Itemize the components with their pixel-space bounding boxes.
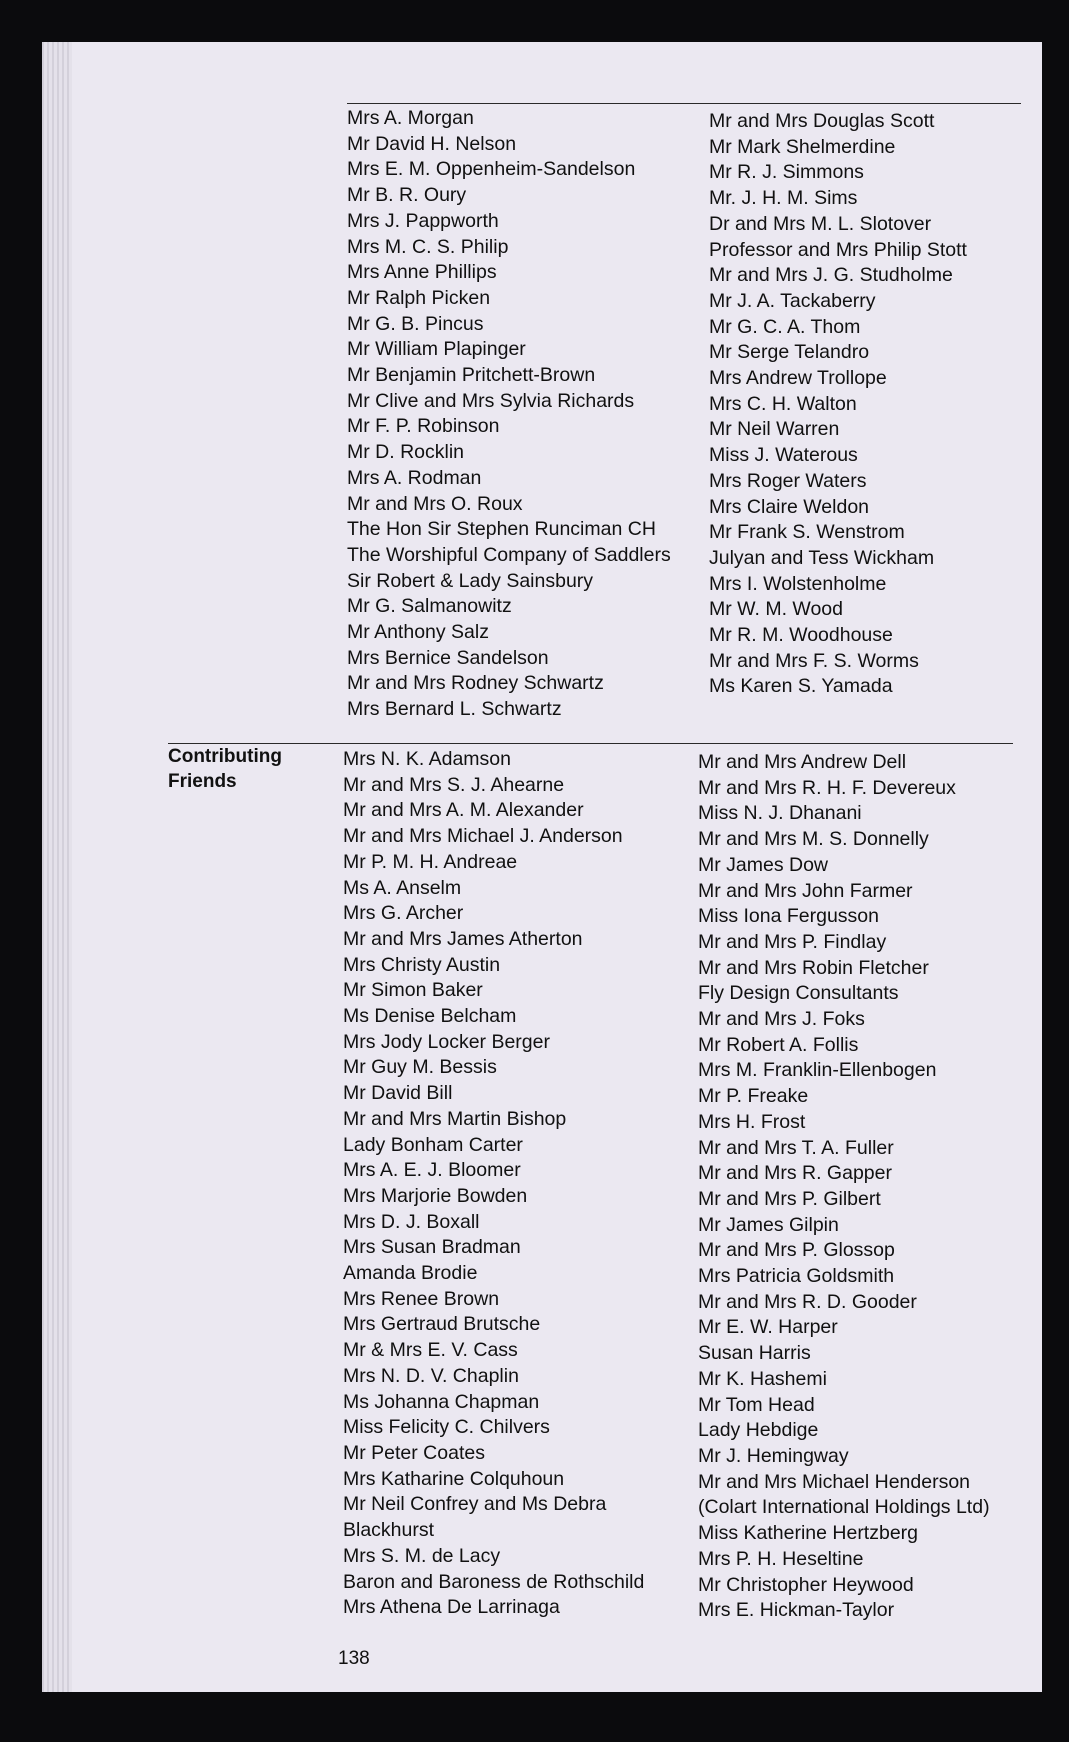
name-entry: Mrs D. J. Boxall bbox=[343, 1210, 480, 1233]
name-entry: Mrs Jody Locker Berger bbox=[343, 1030, 550, 1053]
name-entry: Mr and Mrs P. Gilbert bbox=[698, 1187, 881, 1210]
name-entry: Mrs C. H. Walton bbox=[709, 392, 857, 415]
name-entry: Mrs Marjorie Bowden bbox=[343, 1184, 528, 1207]
name-entry: Mr and Mrs P. Glossop bbox=[698, 1239, 895, 1262]
name-entry: (Colart International Holdings Ltd) bbox=[698, 1496, 990, 1519]
contributing-friends-heading: Contributing Friends bbox=[168, 746, 282, 792]
name-entry: Mrs Renee Brown bbox=[343, 1287, 500, 1310]
name-entry: Mr Frank S. Wenstrom bbox=[709, 521, 905, 544]
top-list-right bbox=[709, 109, 967, 700]
name-entry: Ms Johanna Chapman bbox=[343, 1390, 540, 1413]
top-list-left bbox=[347, 106, 671, 723]
name-entry: Mr James Gilpin bbox=[698, 1213, 839, 1236]
name-entry: Mr and Mrs J. G. Studholme bbox=[709, 264, 953, 287]
name-entry: Mrs Bernard L. Schwartz bbox=[347, 698, 562, 721]
name-entry: Mr James Dow bbox=[698, 853, 829, 876]
name-entry: Mr and Mrs Andrew Dell bbox=[698, 751, 907, 773]
name-entry: Mr R. J. Simmons bbox=[709, 161, 864, 184]
name-entry: Miss N. J. Dhanani bbox=[698, 802, 862, 825]
name-entry: Mr and Mrs Michael Henderson bbox=[698, 1470, 971, 1493]
name-entry: Ms Karen S. Yamada bbox=[709, 675, 893, 698]
name-entry: Mr and Mrs R. D. Gooder bbox=[698, 1290, 917, 1313]
name-entry: Mr P. Freake bbox=[698, 1085, 809, 1108]
name-entry: Mr and Mrs Rodney Schwartz bbox=[347, 672, 604, 695]
name-entry: Mr and Mrs R. Gapper bbox=[698, 1162, 892, 1185]
name-entry: Mr Neil Warren bbox=[709, 418, 840, 441]
name-entry: Mrs Bernice Sandelson bbox=[347, 646, 549, 669]
name-entry: Mrs A. Morgan bbox=[347, 107, 474, 129]
name-entry: Mr Anthony Salz bbox=[347, 621, 489, 644]
name-entry: The Worshipful Company of Saddlers bbox=[347, 543, 671, 566]
name-entry: Mrs Claire Weldon bbox=[709, 495, 870, 518]
name-entry: Mr and Mrs S. J. Ahearne bbox=[343, 773, 565, 796]
name-entry: Mr D. Rocklin bbox=[347, 441, 465, 464]
name-entry: Mr B. R. Oury bbox=[347, 184, 467, 207]
name-entry: Mrs Athena De Larrinaga bbox=[343, 1596, 560, 1619]
name-entry: Mr Guy M. Bessis bbox=[343, 1056, 497, 1079]
name-entry: Mrs Anne Phillips bbox=[347, 261, 497, 284]
name-entry: Mrs N. D. V. Chaplin bbox=[343, 1364, 519, 1387]
name-entry: Mr Christopher Heywood bbox=[698, 1573, 914, 1596]
name-entry: Dr and Mrs M. L. Slotover bbox=[709, 212, 932, 235]
name-entry: Mr and Mrs Martin Bishop bbox=[343, 1107, 567, 1130]
name-entry: Mr and Mrs F. S. Worms bbox=[709, 649, 919, 672]
name-entry: Mr J. Hemingway bbox=[698, 1444, 849, 1467]
name-entry: Mr and Mrs J. Foks bbox=[698, 1008, 865, 1031]
name-entry: Mr Serge Telandro bbox=[709, 341, 870, 364]
name-entry: Mrs M. Franklin-Ellenbogen bbox=[698, 1059, 937, 1082]
name-entry: Mr K. Hashemi bbox=[698, 1367, 827, 1390]
name-entry: Mr Simon Baker bbox=[343, 979, 483, 1002]
name-entry: Mrs N. K. Adamson bbox=[343, 748, 511, 770]
name-entry: Mr Mark Shelmerdine bbox=[709, 135, 896, 158]
name-entry: Mr and Mrs Douglas Scott bbox=[709, 110, 935, 132]
name-entry: Mr Peter Coates bbox=[343, 1441, 485, 1464]
name-entry: Mr G. B. Pincus bbox=[347, 312, 484, 335]
name-entry: Mrs Andrew Trollope bbox=[709, 367, 887, 390]
name-entry: Mrs E. M. Oppenheim-Sandelson bbox=[347, 158, 636, 181]
name-entry: Mr Clive and Mrs Sylvia Richards bbox=[347, 389, 635, 412]
name-entry: Mr and Mrs P. Findlay bbox=[698, 930, 887, 953]
name-entry: Mr David Bill bbox=[343, 1082, 453, 1105]
name-entry: Fly Design Consultants bbox=[698, 982, 899, 1005]
name-entry: Mr Tom Head bbox=[698, 1393, 815, 1416]
name-entry: Mrs Roger Waters bbox=[709, 469, 867, 492]
name-entry: Professor and Mrs Philip Stott bbox=[709, 238, 967, 261]
name-entry: Mrs Christy Austin bbox=[343, 953, 501, 976]
name-entry: Mrs Gertraud Brutsche bbox=[343, 1313, 541, 1336]
name-entry: Mrs A. E. J. Bloomer bbox=[343, 1159, 521, 1182]
name-entry: Ms A. Anselm bbox=[343, 876, 462, 899]
name-entry: Mrs J. Pappworth bbox=[347, 209, 499, 232]
name-entry: Miss Felicity C. Chilvers bbox=[343, 1416, 550, 1439]
name-entry: Julyan and Tess Wickham bbox=[709, 546, 935, 569]
name-entry: Mr and Mrs T. A. Fuller bbox=[698, 1136, 894, 1159]
name-entry: Mr and Mrs R. H. F. Devereux bbox=[698, 776, 956, 799]
name-entry: Mrs Susan Bradman bbox=[343, 1236, 521, 1259]
name-entry: Mr F. P. Robinson bbox=[347, 415, 500, 438]
name-entry: Mrs Katharine Colquhoun bbox=[343, 1467, 565, 1490]
name-entry: Mrs P. H. Heseltine bbox=[698, 1547, 864, 1570]
name-entry: Mrs G. Archer bbox=[343, 902, 464, 925]
name-entry: Miss J. Waterous bbox=[709, 444, 858, 467]
name-entry: Mr and Mrs A. M. Alexander bbox=[343, 799, 584, 822]
name-entry: Lady Hebdige bbox=[698, 1419, 819, 1442]
name-entry: Miss Katherine Hertzberg bbox=[698, 1522, 919, 1545]
name-entry: Mr Benjamin Pritchett-Brown bbox=[347, 364, 596, 387]
name-entry: Mr G. C. A. Thom bbox=[709, 315, 861, 338]
name-entry: Miss Iona Fergusson bbox=[698, 905, 879, 928]
name-entry: Mr. J. H. M. Sims bbox=[709, 187, 858, 210]
page-stack-edge bbox=[42, 42, 72, 1692]
name-entry: Mr David H. Nelson bbox=[347, 132, 517, 155]
name-entry: Mr & Mrs E. V. Cass bbox=[343, 1339, 518, 1362]
name-entry: Susan Harris bbox=[698, 1342, 811, 1365]
name-entry: Mr Neil Confrey and Ms Debra bbox=[343, 1493, 607, 1516]
name-entry: Mr W. M. Wood bbox=[709, 598, 843, 621]
name-entry: Blackhurst bbox=[343, 1519, 435, 1542]
top-rule bbox=[347, 103, 1021, 104]
name-entry: Sir Robert & Lady Sainsbury bbox=[347, 569, 594, 592]
name-entry: The Hon Sir Stephen Runciman CH bbox=[347, 518, 656, 541]
name-entry: Mr Robert A. Follis bbox=[698, 1033, 859, 1056]
name-entry: Mrs E. Hickman-Taylor bbox=[698, 1599, 895, 1622]
name-entry: Mrs H. Frost bbox=[698, 1110, 806, 1133]
name-entry: Mr E. W. Harper bbox=[698, 1316, 838, 1339]
name-entry: Mrs M. C. S. Philip bbox=[347, 235, 509, 258]
name-entry: Mrs S. M. de Lacy bbox=[343, 1544, 501, 1567]
contributing-list-right bbox=[698, 750, 990, 1624]
name-entry: Mr G. Salmanowitz bbox=[347, 595, 512, 618]
name-entry: Lady Bonham Carter bbox=[343, 1133, 523, 1156]
name-entry: Mr William Plapinger bbox=[347, 338, 526, 361]
name-entry: Mr and Mrs O. Roux bbox=[347, 492, 523, 515]
name-entry: Mr and Mrs Michael J. Anderson bbox=[343, 825, 623, 848]
name-entry: Mr and Mrs James Atherton bbox=[343, 927, 583, 950]
name-entry: Amanda Brodie bbox=[343, 1262, 478, 1285]
name-entry: Mr J. A. Tackaberry bbox=[709, 289, 876, 312]
name-entry: Baron and Baroness de Rothschild bbox=[343, 1570, 645, 1593]
name-entry: Mr Ralph Picken bbox=[347, 286, 491, 309]
name-entry: Mr and Mrs M. S. Donnelly bbox=[698, 828, 929, 851]
name-entry: Mrs Patricia Goldsmith bbox=[698, 1265, 895, 1288]
name-entry: Mr P. M. H. Andreae bbox=[343, 850, 518, 873]
contributing-list-left bbox=[343, 747, 644, 1621]
name-entry: Mr and Mrs Robin Fletcher bbox=[698, 956, 929, 979]
name-entry: Mr and Mrs John Farmer bbox=[698, 879, 913, 902]
name-entry: Ms Denise Belcham bbox=[343, 1005, 517, 1028]
name-entry: Mrs I. Wolstenholme bbox=[709, 572, 887, 595]
name-entry: Mr R. M. Woodhouse bbox=[709, 624, 893, 647]
name-entry: Mrs A. Rodman bbox=[347, 466, 482, 489]
page-number: 138 bbox=[338, 1648, 370, 1669]
